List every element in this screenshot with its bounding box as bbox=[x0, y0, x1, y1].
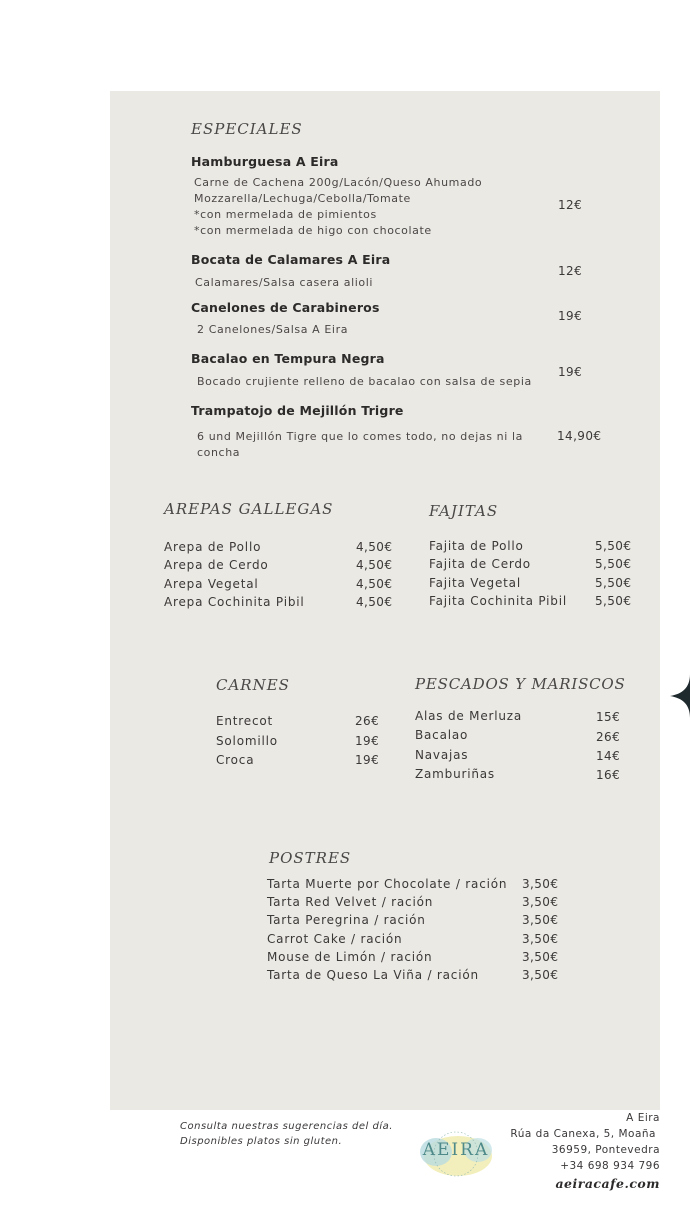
address-name: A Eira bbox=[626, 1112, 660, 1124]
menu-item: Fajita de Pollo bbox=[429, 539, 524, 553]
menu-item-price: 3,50€ bbox=[522, 877, 559, 891]
menu-item: Bacalao bbox=[415, 728, 469, 742]
section-title-pescados: PESCADOS Y MARISCOS bbox=[415, 675, 626, 693]
dish-description: 6 und Mejillón Tigre que lo comes todo, no dejas ni la concha bbox=[197, 430, 523, 459]
menu-item: Tarta Muerte por Chocolate / ración bbox=[267, 877, 508, 891]
menu-item: Solomillo bbox=[216, 734, 278, 748]
dish-price: 14,90€ bbox=[557, 429, 602, 443]
menu-item-price: 4,50€ bbox=[356, 577, 393, 591]
menu-item-price: 4,50€ bbox=[356, 558, 393, 572]
dish-name: Hamburguesa A Eira bbox=[191, 154, 339, 169]
dish-price: 12€ bbox=[558, 264, 583, 278]
menu-item-price: 4,50€ bbox=[356, 595, 393, 609]
decorative-star-icon bbox=[670, 674, 690, 718]
menu-item-price: 16€ bbox=[596, 768, 621, 782]
dish-description: Calamares/Salsa casera alioli bbox=[195, 276, 374, 289]
dish-price: 12€ bbox=[558, 198, 583, 212]
menu-item-price: 26€ bbox=[355, 714, 380, 728]
menu-item: Tarta de Queso La Viña / ración bbox=[267, 968, 479, 982]
section-title-carnes: CARNES bbox=[216, 676, 290, 694]
menu-item: Navajas bbox=[415, 748, 469, 762]
menu-item-price: 3,50€ bbox=[522, 950, 559, 964]
address-city: 36959, Pontevedra bbox=[551, 1144, 660, 1156]
dish-name: Canelones de Carabineros bbox=[191, 300, 380, 315]
menu-item: Arepa Cochinita Pibil bbox=[164, 595, 305, 609]
address-street: Rúa da Canexa, 5, Moaña bbox=[510, 1128, 656, 1140]
menu-item-price: 14€ bbox=[596, 749, 621, 763]
dish-description: Carne de Cachena 200g/Lacón/Queso Ahumado Mozzarella/Lechuga/Cebolla/Tomate *con mermelada de pimientos *con mermelada de higo con chocolate bbox=[194, 176, 483, 237]
menu-item: Carrot Cake / ración bbox=[267, 932, 403, 946]
menu-item: Fajita Vegetal bbox=[429, 576, 521, 590]
dish-description: 2 Canelones/Salsa A Eira bbox=[197, 323, 349, 336]
dish-price: 19€ bbox=[558, 309, 583, 323]
menu-item: Entrecot bbox=[216, 714, 273, 728]
dish-description: Bocado crujiente relleno de bacalao con salsa de sepia bbox=[197, 375, 532, 388]
dish-price: 19€ bbox=[558, 365, 583, 379]
menu-item: Arepa de Cerdo bbox=[164, 558, 269, 572]
menu-item: Alas de Merluza bbox=[415, 709, 523, 723]
menu-item-price: 19€ bbox=[355, 734, 380, 748]
menu-item: Zamburiñas bbox=[415, 767, 495, 781]
phone-number: +34 698 934 796 bbox=[560, 1160, 660, 1172]
menu-item: Mouse de Limón / ración bbox=[267, 950, 433, 964]
menu-item: Arepa de Pollo bbox=[164, 540, 262, 554]
menu-item-price: 3,50€ bbox=[522, 932, 559, 946]
menu-item: Fajita Cochinita Pibil bbox=[429, 594, 567, 608]
menu-item: Fajita de Cerdo bbox=[429, 557, 531, 571]
menu-item-price: 3,50€ bbox=[522, 913, 559, 927]
menu-item-price: 4,50€ bbox=[356, 540, 393, 554]
menu-item: Croca bbox=[216, 753, 255, 767]
menu-item-price: 5,50€ bbox=[595, 594, 632, 608]
section-title-arepas: AREPAS GALLEGAS bbox=[164, 500, 334, 518]
menu-item: Tarta Peregrina / ración bbox=[267, 913, 426, 927]
section-title-fajitas: FAJITAS bbox=[429, 502, 499, 520]
dish-name: Trampatojo de Mejillón Trigre bbox=[191, 403, 404, 418]
menu-item-price: 26€ bbox=[596, 730, 621, 744]
menu-item: Arepa Vegetal bbox=[164, 577, 259, 591]
dish-name: Bocata de Calamares A Eira bbox=[191, 252, 391, 267]
menu-item-price: 15€ bbox=[596, 710, 621, 724]
aeira-logo: AEIRA bbox=[418, 1126, 494, 1182]
menu-item-price: 3,50€ bbox=[522, 968, 559, 982]
menu-item-price: 5,50€ bbox=[595, 557, 632, 571]
menu-item: Tarta Red Velvet / ración bbox=[267, 895, 434, 909]
section-title-especiales: ESPECIALES bbox=[191, 120, 303, 138]
menu-item-price: 19€ bbox=[355, 753, 380, 767]
dish-name: Bacalao en Tempura Negra bbox=[191, 351, 385, 366]
menu-item-price: 5,50€ bbox=[595, 576, 632, 590]
menu-item-price: 5,50€ bbox=[595, 539, 632, 553]
website-link[interactable]: aeiracafe.com bbox=[555, 1176, 660, 1191]
section-title-postres: POSTRES bbox=[269, 849, 352, 867]
menu-item-price: 3,50€ bbox=[522, 895, 559, 909]
footer-note: Consulta nuestras sugerencias del día. Disponibles platos sin gluten. bbox=[180, 1121, 393, 1147]
